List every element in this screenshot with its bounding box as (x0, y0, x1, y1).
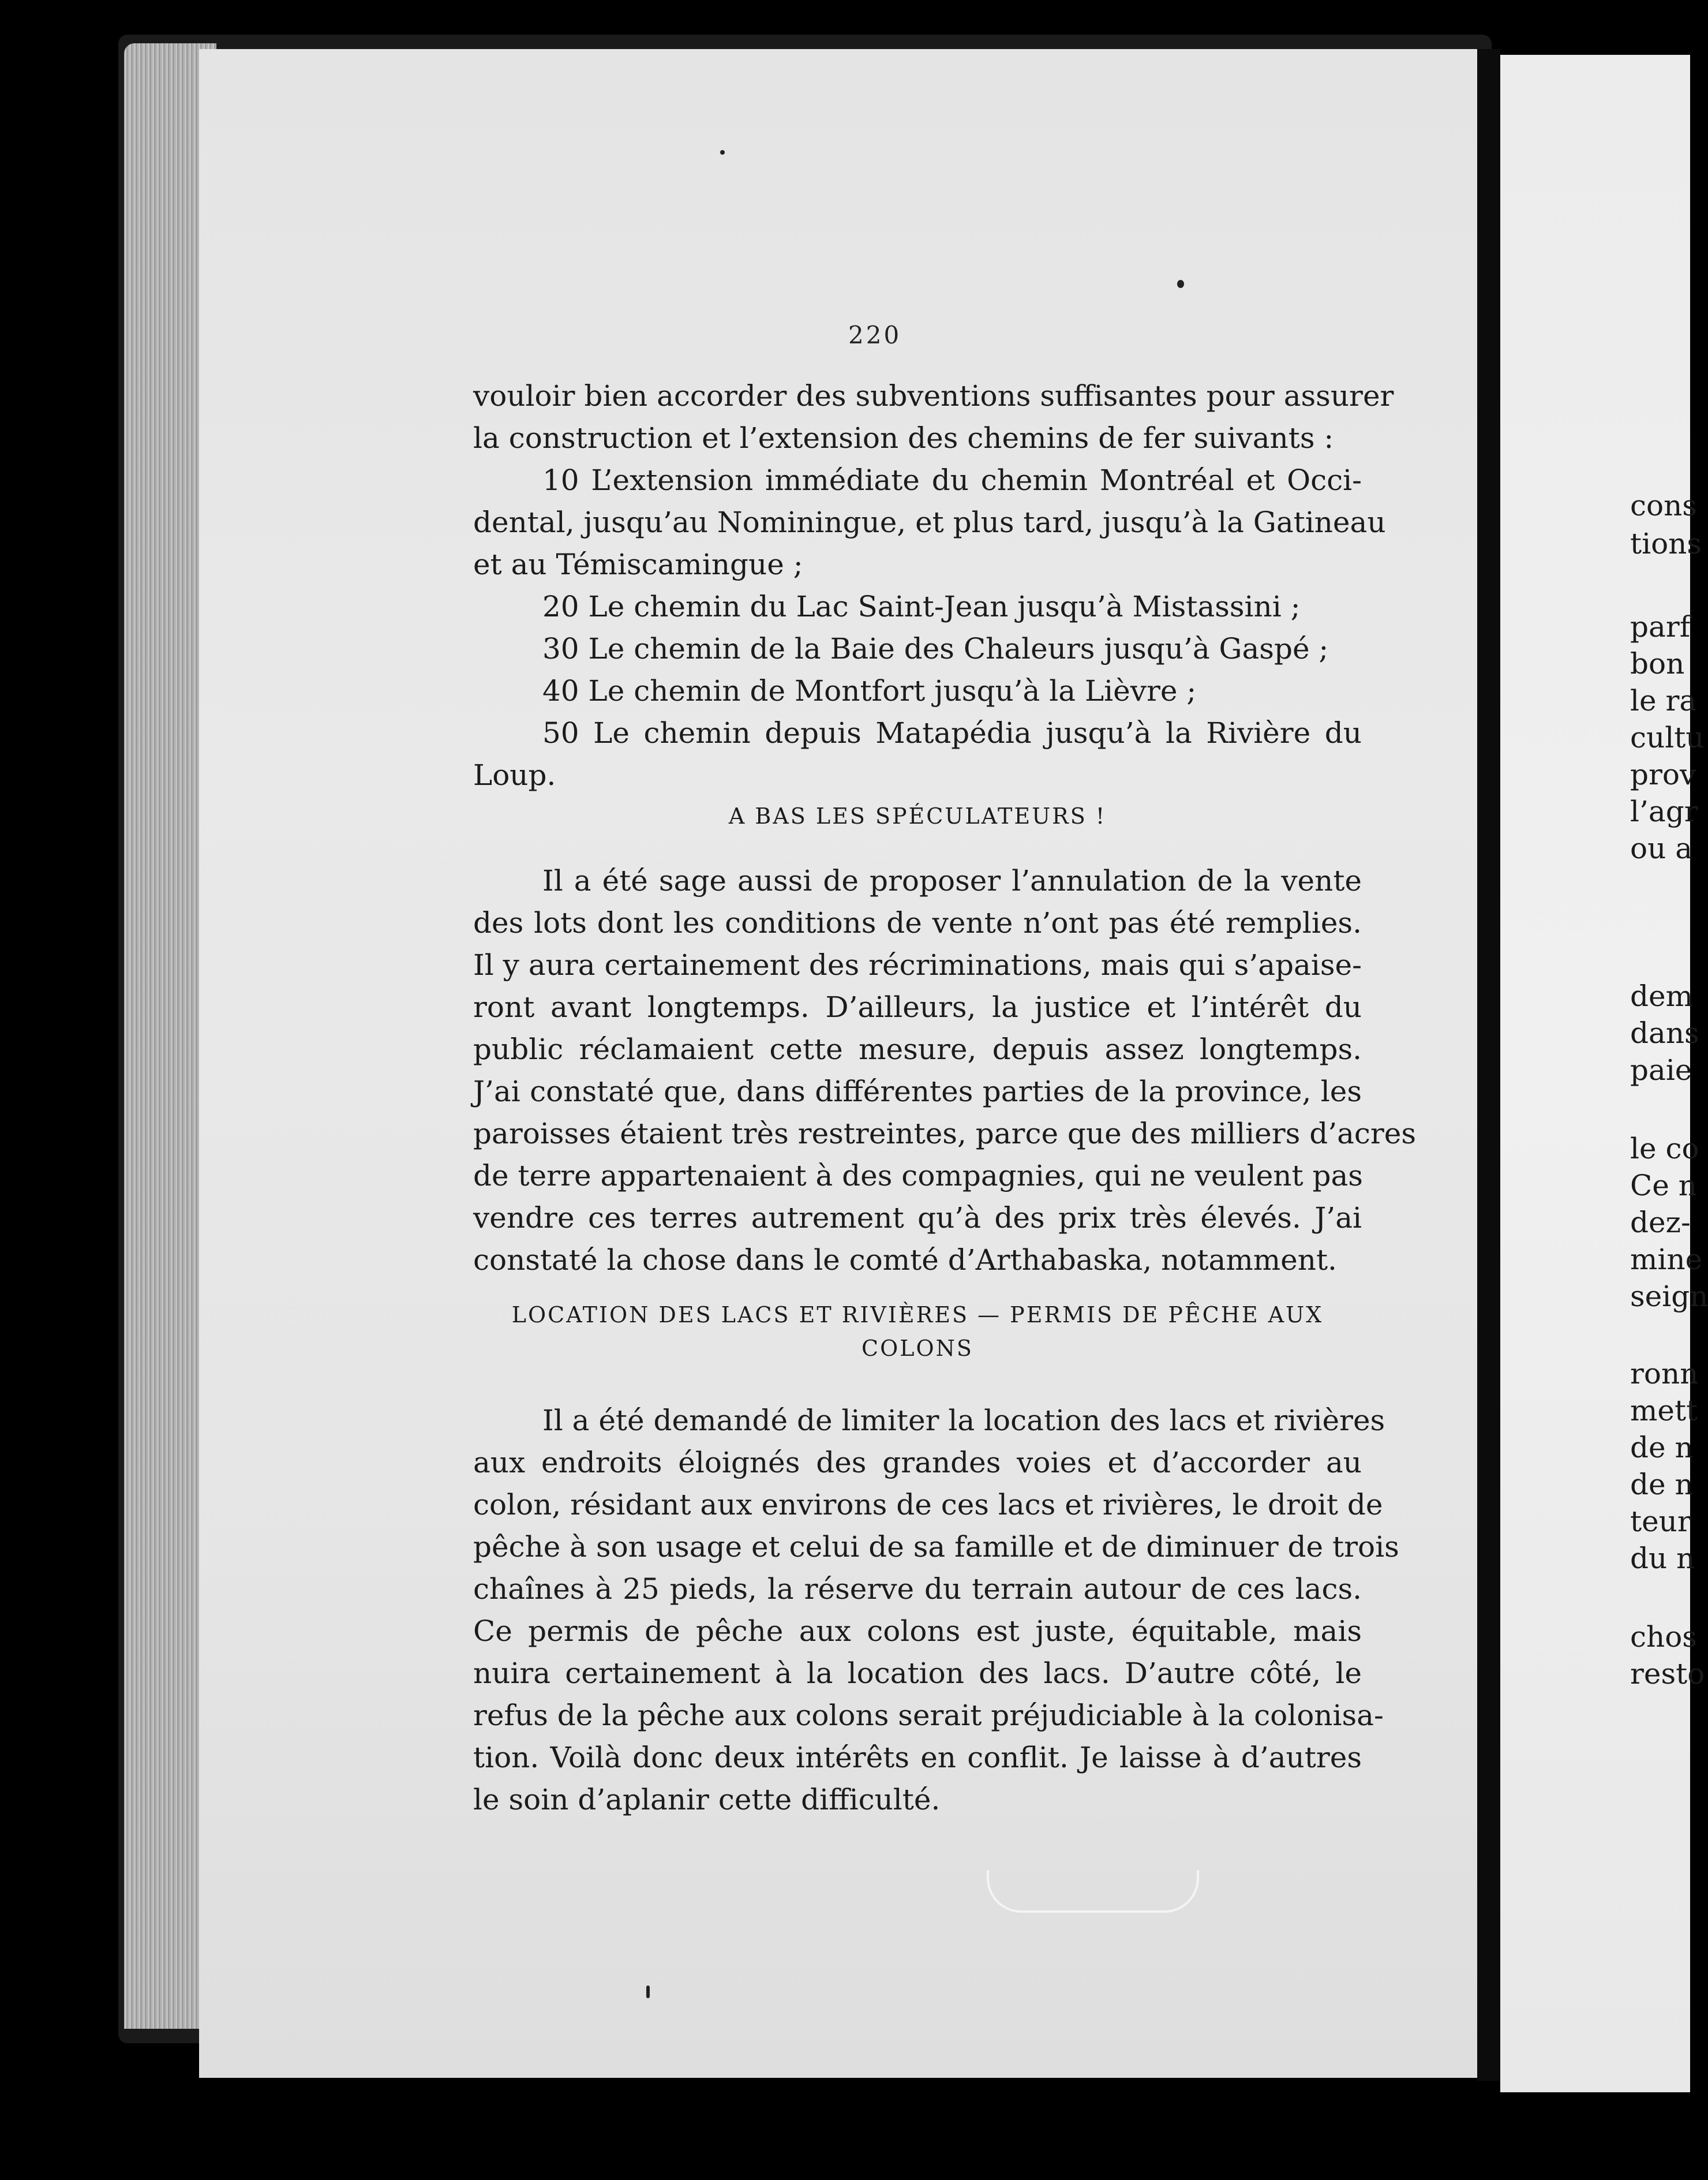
text-line: 40 Le chemin de Montfort jusqu’à la Lièvre ; (542, 674, 1197, 708)
section-heading: A BAS LES SPÉCULATEURS ! (728, 803, 1107, 829)
right-page-fragment: paie (1630, 1053, 1692, 1087)
right-page-fragment: resto (1630, 1657, 1705, 1691)
text-line: 10 L’extension immédiate du chemin Montréal et Occi- (542, 463, 1362, 497)
text-line: ront avant longtemps. D’ailleurs, la justice et l’intérêt du (473, 990, 1362, 1024)
section-heading: LOCATION DES LACS ET RIVIÈRES — PERMIS DE PÊCHE AUX (511, 1302, 1324, 1328)
text-line: tion. Voilà donc deux intérêts en conflit. Je laisse à d’autres (473, 1741, 1362, 1774)
text-line: pêche à son usage et celui de sa famille et de diminuer de trois (473, 1530, 1399, 1564)
text-line: Il y aura certainement des récriminations, mais qui s’apaise- (473, 948, 1362, 982)
right-page-fragment: de n (1630, 1431, 1694, 1464)
text-line: Il a été sage aussi de proposer l’annulation de la vente (542, 864, 1362, 898)
right-page-fragment: prov (1630, 758, 1696, 791)
scan-speck (1177, 280, 1184, 288)
text-line: nuira certainement à la location des lacs. D’autre côté, le (473, 1656, 1362, 1690)
right-page-fragment: cons (1630, 489, 1697, 522)
paragraph-lakes-rivers (473, 1400, 1399, 1821)
text-line: vouloir bien accorder des subventions suffisantes pour assurer (473, 379, 1394, 413)
right-page-fragment: mett (1630, 1394, 1698, 1427)
right-page-fragment: parf (1630, 610, 1691, 644)
right-page-fragment: bon (1630, 647, 1685, 680)
right-page-fragment: le ra (1630, 684, 1697, 717)
right-page-fragment: ou a (1630, 832, 1693, 865)
paragraph-speculators (473, 860, 1417, 1281)
text-line: aux endroits éloignés des grandes voies et d’accorder au (473, 1446, 1362, 1479)
text-line: Il a été demandé de limiter la location des lacs et rivières (542, 1404, 1385, 1437)
right-page-fragment: teur (1630, 1505, 1691, 1538)
right-page-fragment: du n (1630, 1542, 1695, 1575)
text-line: et au Témiscamingue ; (473, 548, 803, 581)
right-page-fragment: de n (1630, 1468, 1694, 1501)
text-line: 50 Le chemin depuis Matapédia jusqu’à la Rivière du (542, 716, 1362, 750)
scan-speck (646, 1985, 650, 1998)
scan-speck (720, 150, 725, 155)
page-number: 220 (848, 321, 902, 349)
right-page-fragment: dez- (1630, 1206, 1691, 1239)
right-page-fragment: cultu (1630, 721, 1705, 754)
text-line: paroisses étaient très restreintes, parce que des milliers d’acres (473, 1117, 1417, 1150)
scan-scratch (987, 1870, 1199, 1913)
text-line: constaté la chose dans le comté d’Arthabaska, notamment. (473, 1243, 1337, 1277)
text-line: public réclamaient cette mesure, depuis assez longtemps. (473, 1033, 1362, 1066)
text-line: des lots dont les conditions de vente n’ont pas été remplies. (473, 906, 1362, 940)
text-line: colon, résidant aux environs de ces lacs et rivières, le droit de (473, 1488, 1383, 1521)
text-line: refus de la pêche aux colons serait préjudiciable à la colonisa- (473, 1699, 1384, 1732)
text-line: Ce permis de pêche aux colons est juste, équitable, mais (473, 1614, 1362, 1648)
text-line: 30 Le chemin de la Baie des Chaleurs jusqu’à Gaspé ; (542, 632, 1329, 665)
text-line: de terre appartenaient à des compagnies, qui ne veulent pas (473, 1159, 1363, 1192)
right-page-fragment: l’agr (1630, 795, 1698, 828)
right-page-fragment: seign (1630, 1280, 1708, 1313)
text-line: la construction et l’extension des chemins de fer suivants : (473, 421, 1334, 455)
text-line: J’ai constaté que, dans différentes parties de la province, les (473, 1075, 1362, 1108)
text-line: 20 Le chemin du Lac Saint-Jean jusqu’à Mistassini ; (542, 590, 1301, 623)
text-line: vendre ces terres autrement qu’à des prix très élevés. J’ai (473, 1201, 1362, 1235)
right-page-fragment: dans (1630, 1016, 1699, 1050)
text-line: Loup. (473, 758, 556, 792)
right-page-fragment: ronn (1630, 1357, 1699, 1390)
book-gutter (1477, 49, 1500, 2081)
right-page-fragment: dem (1630, 979, 1694, 1013)
right-page-fragment: le co (1630, 1132, 1699, 1165)
paragraph-railways (473, 375, 1394, 797)
right-page-fragment: Ce n (1630, 1169, 1697, 1202)
right-page-fragment: chos (1630, 1620, 1697, 1654)
section-heading: COLONS (862, 1336, 973, 1361)
text-line: le soin d’aplanir cette difficulté. (473, 1783, 941, 1816)
right-page-fragment: tions (1630, 527, 1702, 560)
text-line: dental, jusqu’au Nominingue, et plus tard, jusqu’à la Gatineau (473, 506, 1386, 539)
text-line: chaînes à 25 pieds, la réserve du terrain autour de ces lacs. (473, 1572, 1362, 1606)
right-page-fragment: mine (1630, 1243, 1703, 1276)
